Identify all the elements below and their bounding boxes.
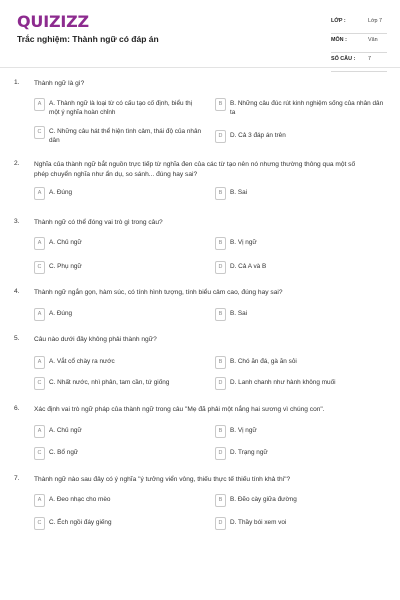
option-text: D. Thầy bói xem voi (230, 519, 287, 526)
option-text: A. Đúng (49, 189, 73, 196)
question-text: Thành ngữ nào sau đây có ý nghĩa "ý tưởng viển vông, thiếu thực tế thiếu tính khả thi"? (34, 476, 291, 483)
question-text: Nghĩa của thành ngữ bắt nguồn trực tiếp từ nghĩa đen của các từ tạo nên nó nhưng thường thông qua một số phép chuyển nghĩa như ẩn dụ, so sánh... đúng hay sai? (34, 161, 356, 178)
option-text: C. Phụ ngữ (49, 263, 82, 270)
option-letter-badge: C (34, 517, 45, 530)
meta-value: 7 (368, 56, 371, 62)
page-title: Trắc nghiệm: Thành ngữ có đáp án (17, 34, 159, 44)
option-text: C. Nhất nước, nhì phân, tam cần, tứ giống (49, 379, 170, 386)
question-text: Thành ngữ có thể đóng vai trò gì trong câu? (34, 219, 163, 226)
option-text: A. Vắt cổ chày ra nước (49, 358, 115, 365)
option-letter-badge: A (34, 237, 45, 250)
option-text: B. Vị ngữ (230, 239, 257, 246)
option-letter-badge: B (215, 356, 226, 369)
option-letter-badge: C (34, 126, 45, 139)
meta-value: Văn (368, 37, 378, 43)
option-letter-badge: D (215, 517, 226, 530)
option-text: A. Chủ ngữ (49, 427, 82, 434)
meta-key: SỐ CÂU : (331, 56, 356, 62)
option-text: B. Những câu đúc rút kinh nghiệm sống của nhân dân ta (230, 100, 384, 116)
worksheet-header (0, 0, 400, 68)
option-letter-badge: A (34, 425, 45, 438)
option-text: A. Chủ ngữ (49, 239, 82, 246)
option-text: C. Những câu hát thể hiện tình cảm, thái độ của nhân dân (49, 128, 202, 144)
question-number: 2. (14, 160, 20, 167)
option-letter-badge: B (215, 494, 226, 507)
option-letter-badge: C (34, 377, 45, 390)
option-letter-badge: A (34, 187, 45, 200)
question-number: 7. (14, 475, 20, 482)
question-text: Thành ngữ ngắn gọn, hàm súc, có tính hình tượng, tính biểu cảm cao, đúng hay sai? (34, 289, 283, 296)
option-letter-badge: A (34, 494, 45, 507)
option-text: C. Ếch ngồi đáy giếng (49, 519, 112, 526)
header-divider (0, 67, 400, 68)
option-letter-badge: C (34, 447, 45, 460)
option-text: C. Bổ ngữ (49, 449, 79, 456)
quizizz-logo: QUIZIZZ (17, 12, 89, 31)
option-letter-badge: A (34, 308, 45, 321)
option-letter-badge: B (215, 98, 226, 111)
option-letter-badge: D (215, 261, 226, 274)
question-number: 4. (14, 288, 20, 295)
question-text: Câu nào dưới đây không phải thành ngữ? (34, 336, 157, 343)
meta-row-grade (331, 15, 387, 34)
option-letter-badge: A (34, 98, 45, 111)
meta-row-subject (331, 34, 387, 53)
option-text: B. Đẽo cày giữa đường (230, 496, 297, 503)
meta-box (331, 15, 387, 72)
question-number: 1. (14, 79, 20, 86)
question-number: 6. (14, 405, 20, 412)
option-letter-badge: D (215, 377, 226, 390)
meta-value: Lớp 7 (368, 18, 383, 24)
option-text: D. Lanh chanh như hành không muối (230, 379, 336, 386)
question-number: 5. (14, 335, 20, 342)
option-letter-badge: D (215, 447, 226, 460)
meta-key: LỚP : (331, 18, 346, 24)
option-letter-badge: B (215, 308, 226, 321)
option-letter-badge: A (34, 356, 45, 369)
option-letter-badge: D (215, 130, 226, 143)
question-text: Thành ngữ là gì? (34, 80, 85, 87)
option-text: B. Vị ngữ (230, 427, 257, 434)
option-letter-badge: B (215, 237, 226, 250)
option-letter-badge: B (215, 425, 226, 438)
option-text: A. Đúng (49, 310, 73, 317)
option-text: A. Thành ngữ là loại từ có cấu tạo cố định, biểu thị một ý nghĩa hoàn chỉnh (49, 100, 193, 116)
option-text: D. Cả A và B (230, 263, 267, 270)
option-text: D. Cả 3 đáp án trên (230, 132, 286, 139)
meta-key: MÔN : (331, 37, 347, 43)
option-text: D. Trạng ngữ (230, 449, 268, 456)
option-text: B. Chó ăn đá, gà ăn sỏi (230, 358, 297, 365)
option-text: A. Đeo nhạc cho mèo (49, 496, 111, 503)
option-letter-badge: C (34, 261, 45, 274)
question-number: 3. (14, 218, 20, 225)
option-text: B. Sai (230, 189, 248, 196)
option-letter-badge: B (215, 187, 226, 200)
option-text: B. Sai (230, 310, 248, 317)
meta-row-question-count (331, 53, 387, 72)
question-text: Xác định vai trò ngữ pháp của thành ngữ trong câu "Mẹ đã phải một nắng hai sương vì chúng con". (34, 406, 325, 413)
